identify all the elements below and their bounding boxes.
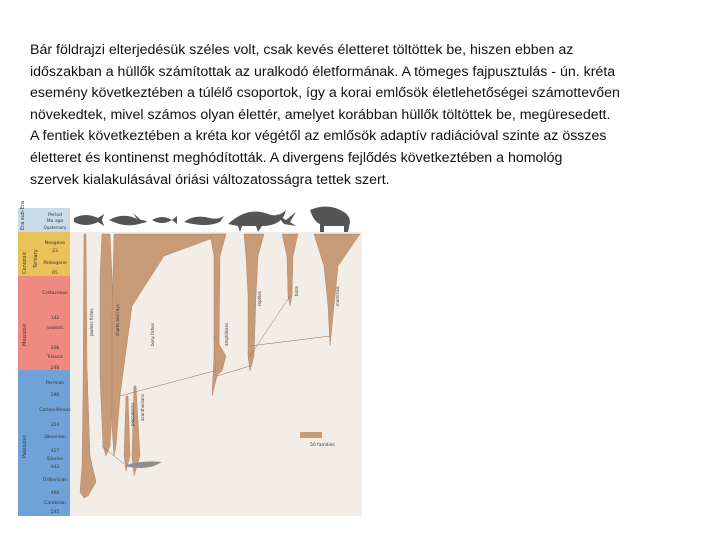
paragraph-line: növekedtek, mivel számos olyan élettér, amelyet korábban hüllők töltöttek be, megüresedett. [30,106,611,123]
age-490: 490 [50,491,60,496]
scale-bar [300,432,322,438]
age-142: 142 [50,316,60,321]
label-birds: birds [294,286,299,296]
header-period: Period [47,213,63,218]
age-206: 206 [50,346,60,351]
period-permian: Permian [45,381,65,386]
paragraph-line: szervek kialakulásával óriási változatosságra tettek szert. [30,171,390,188]
subera-label-tertiary: Tertiary [33,249,39,268]
label-amphibians: amphibians [224,322,229,346]
header-era-label: Era sub-Era [20,201,26,230]
header-ma-ago: Ma ago [46,219,64,224]
mesozoic-era-bar [18,276,41,370]
period-neogene: Neogene [44,241,66,246]
age-545: 545 [50,510,60,515]
era-label-cenozoic: Cenozoic [22,251,28,274]
period-silurian: Silurian [46,457,64,462]
era-label-mesozoic: Mesozoic [22,323,28,346]
paragraph-line: A fentiek következtében a kréta kor végétől az emlősök adaptív radiációval szinte az összes [30,128,607,145]
age-65: 65 [52,271,58,276]
period-triassic: Triassic [46,355,64,360]
label-bony-fishes: bony fishes [150,323,155,346]
label-jawless-fishes: jawless fishes [89,308,94,336]
age-443: 443 [50,465,60,470]
age-354: 354 [50,423,60,428]
period-devonian: Devonian [44,435,66,440]
label-reptiles: reptiles [257,291,262,306]
age-23: 23 [52,249,58,254]
period-paleogene: Paleogene [43,261,67,266]
intro-paragraph [30,40,718,191]
period-carboniferous: Carboniferous [39,408,71,413]
paragraph-line: esemény következtében a túlélő csoportok, így a korai emlősök életlehetőségei számottevően [30,85,620,102]
label-sharks-rays: sharks and rays [115,304,120,336]
vertebrate-evolution-figure [14,196,364,518]
scale-label: 50 families [310,443,335,448]
period-cambrian: Cambrian [44,501,66,506]
header-quaternary: Quaternary [43,225,67,230]
age-290: 290 [50,393,60,398]
label-placoderms: placoderms [130,402,135,426]
age-417: 417 [50,449,60,454]
age-248: 248 [50,366,60,371]
label-mammals: mammals [335,286,340,306]
era-label-paleozoic: Paleozoic [22,434,28,458]
paragraph-line: időszakban a hüllők számítottak az uralkodó életformának. A tömeges fajpusztulás - ún. kréta [30,63,616,80]
paragraph-line: életteret és kontinenst meghódították. A divergens fejlődés következtében a homológ [30,149,563,166]
period-jurassic: Jurassic [46,326,64,331]
period-cretaceous: Cretaceous [42,291,68,296]
label-acanthodians: acanthodians [140,394,145,421]
paragraph-line: Bár földrajzi elterjedésük széles volt, csak kevés életteret töltöttek be, hiszen ebben az [30,42,574,58]
period-ordovician: Ordovician [42,478,68,483]
